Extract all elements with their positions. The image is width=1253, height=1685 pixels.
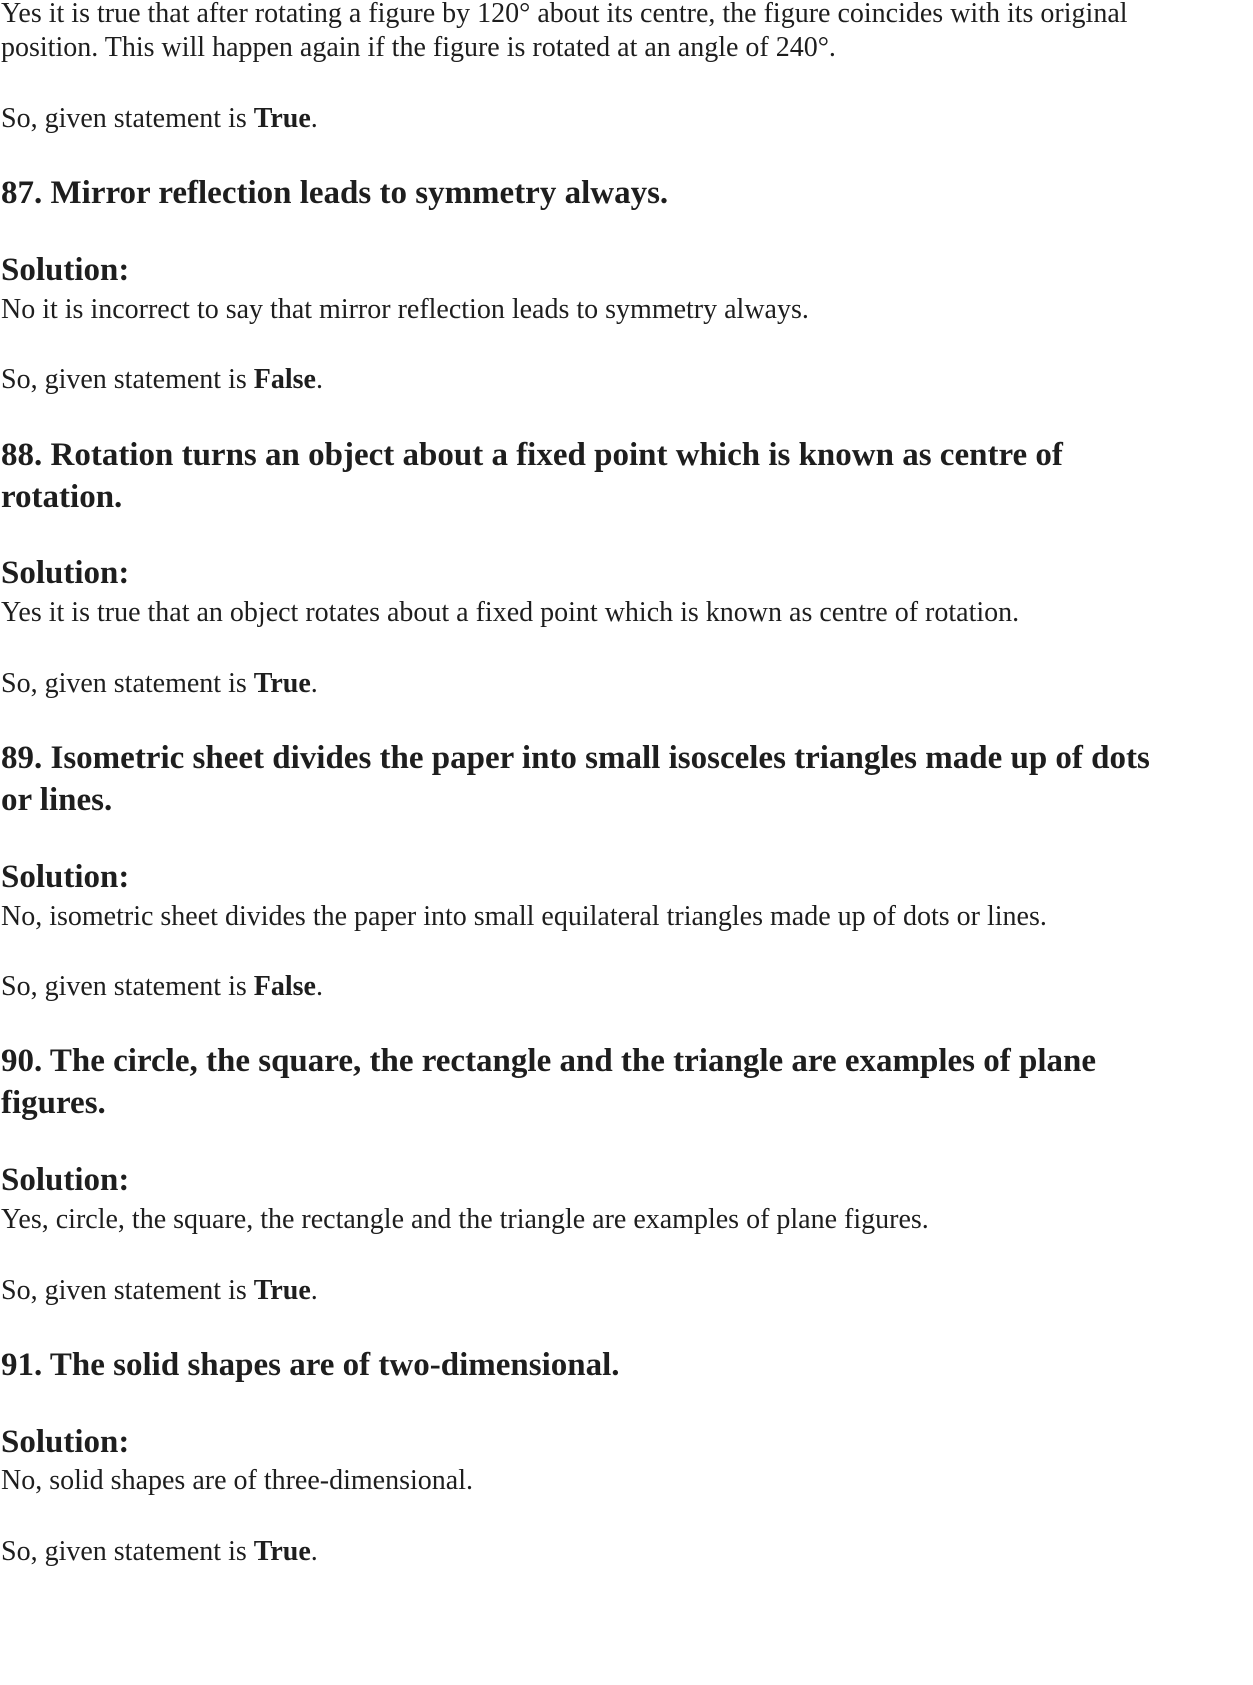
verdict: False	[253, 971, 316, 1002]
solution-answer: Yes it is true that an object rotates about a fixed point which is known as centre of rotation.	[1, 597, 1020, 628]
solution-label: Solution:	[1, 1424, 130, 1460]
intro-paragraph: Yes it is true that after rotating a figure by 120° about its centre, the figure coincides with its original position. This will happen again if the figure is rotated at an angle of 240°.	[1, 0, 1128, 63]
period: .	[310, 103, 318, 134]
period: .	[310, 668, 318, 699]
verdict: True	[253, 103, 311, 134]
solution-conclusion	[1, 363, 1201, 397]
verdict: True	[253, 1275, 311, 1306]
conclusion-text: So, given statement is	[1, 971, 254, 1002]
solution-answer: Yes, circle, the square, the rectangle and the triangle are examples of plane figures.	[1, 1204, 929, 1235]
conclusion-text: So, given statement is	[1, 668, 254, 699]
solution-label: Solution:	[1, 555, 130, 591]
solution-conclusion	[1, 1274, 1201, 1308]
solution-answer: No, solid shapes are of three-dimensional.	[1, 1465, 473, 1496]
conclusion-text: So, given statement is	[1, 1275, 254, 1306]
period: .	[310, 1536, 318, 1567]
verdict: False	[253, 364, 316, 395]
solution-answer: No, isometric sheet divides the paper into small equilateral triangles made up of dots or lines.	[1, 901, 1047, 932]
conclusion-text: So, given statement is	[1, 1536, 254, 1567]
solution-label: Solution:	[1, 859, 130, 895]
solution-conclusion	[1, 667, 1201, 701]
period: .	[315, 364, 323, 395]
question-heading: 90. The circle, the square, the rectangle and the triangle are examples of plane figures.	[1, 1043, 1096, 1121]
solution-conclusion	[1, 970, 1201, 1004]
verdict: True	[253, 1536, 311, 1567]
period: .	[315, 971, 323, 1002]
solution-label: Solution:	[1, 1162, 130, 1198]
period: .	[310, 1275, 318, 1306]
intro-conclusion	[1, 102, 1201, 136]
conclusion-text: So, given statement is	[1, 103, 254, 134]
question-heading: 87. Mirror reflection leads to symmetry always.	[1, 175, 669, 211]
solution-label: Solution:	[1, 252, 130, 288]
question-heading: 88. Rotation turns an object about a fixed point which is known as centre of rotation.	[1, 437, 1063, 515]
solution-answer: No it is incorrect to say that mirror reflection leads to symmetry always.	[1, 294, 809, 325]
question-heading: 89. Isometric sheet divides the paper into small isosceles triangles made up of dots or lines.	[1, 740, 1150, 818]
verdict: True	[253, 668, 311, 699]
conclusion-text: So, given statement is	[1, 364, 254, 395]
solution-conclusion	[1, 1535, 1201, 1569]
question-heading: 91. The solid shapes are of two-dimensional.	[1, 1347, 620, 1383]
